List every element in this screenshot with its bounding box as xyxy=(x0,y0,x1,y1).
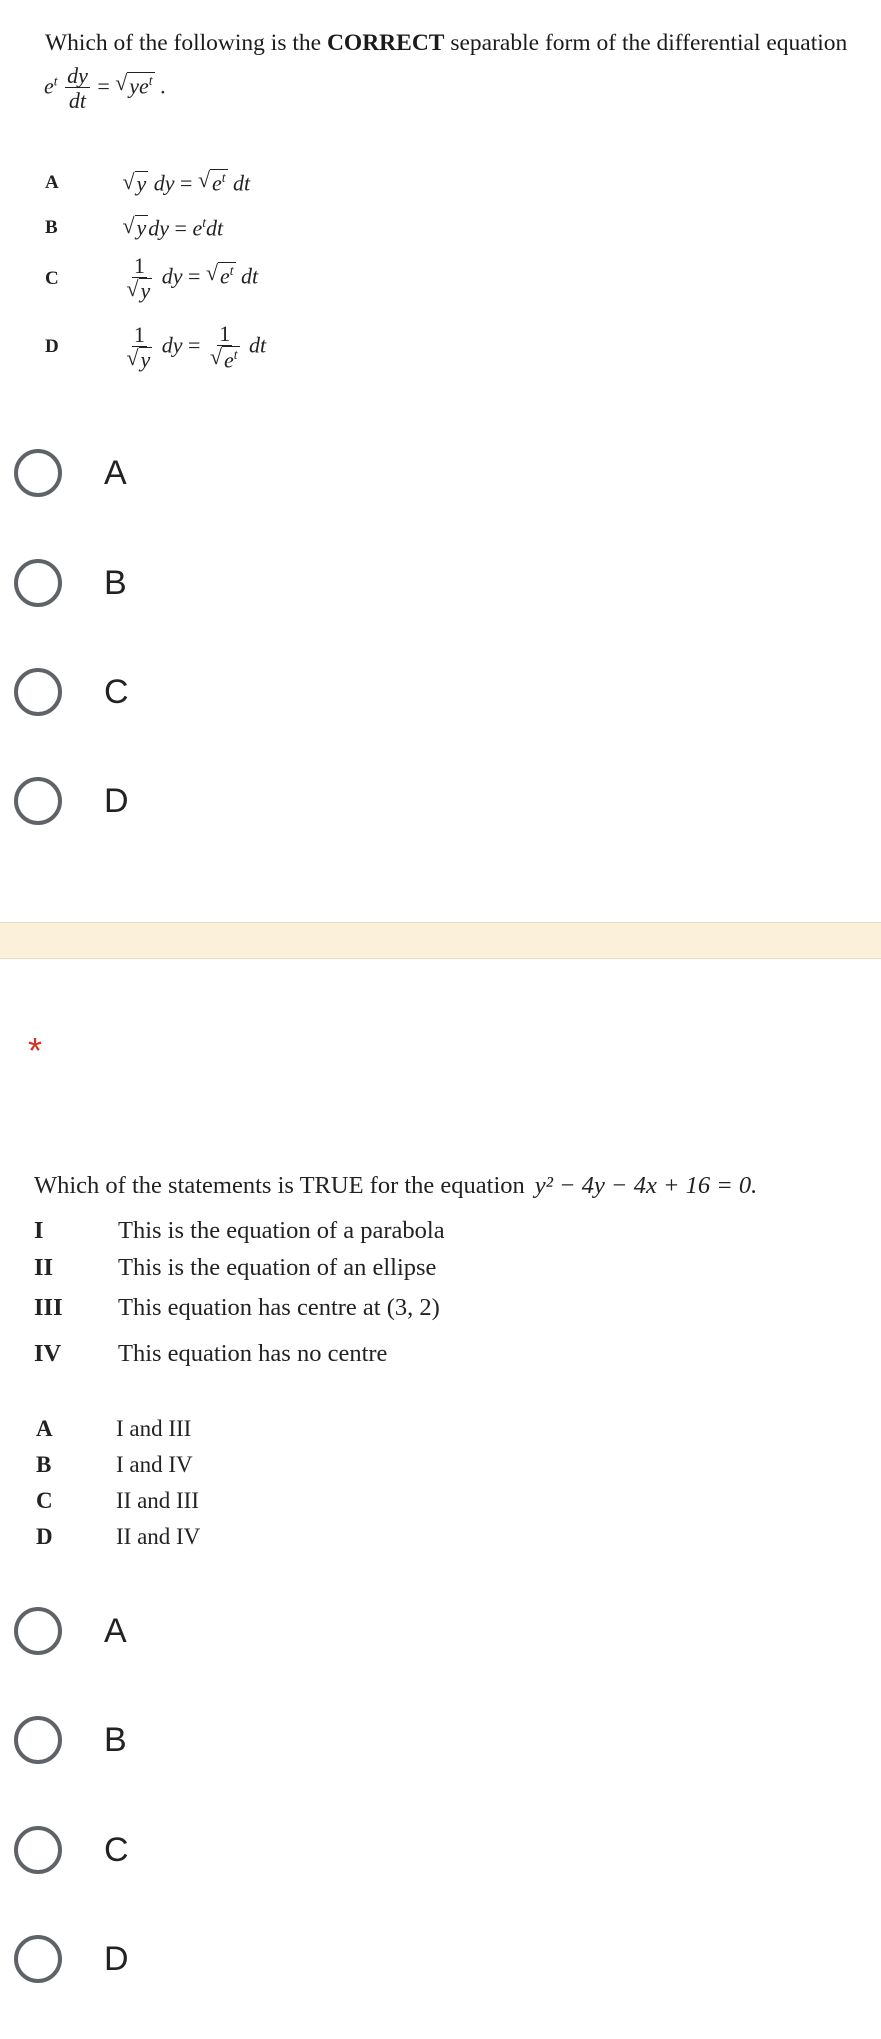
statement-text: This equation has no centre xyxy=(118,1340,388,1367)
statement-row xyxy=(34,1340,387,1368)
eq-den: dt xyxy=(68,88,86,114)
statement-number: I xyxy=(34,1217,44,1244)
answer-letter: D xyxy=(36,1524,53,1549)
differential-equation xyxy=(44,64,166,113)
choice-label: B xyxy=(104,563,127,602)
rhs-sup: t xyxy=(221,170,226,186)
eq-fraction xyxy=(65,64,90,113)
statement-text: This is the equation of a parabola xyxy=(118,1217,445,1244)
eq-rad: ye xyxy=(129,73,149,99)
q1-option-a: A √ y dy = √ $e^t$ dt xyxy=(45,167,251,196)
rhs-num: 1 xyxy=(219,321,231,346)
question-1-prompt xyxy=(45,30,847,57)
rhs-text: e xyxy=(192,215,203,241)
eq-sign: = xyxy=(182,263,206,289)
question-2-prompt xyxy=(34,1172,757,1200)
statement-number: IV xyxy=(34,1340,62,1367)
lhs-rad: y xyxy=(136,170,147,196)
answer-row xyxy=(36,1488,199,1514)
q2-radio-choice-a[interactable] xyxy=(14,1601,127,1661)
rhs-sup: t xyxy=(233,347,238,363)
rhs-rad: e xyxy=(219,263,230,289)
eq-sign: = xyxy=(97,73,110,99)
lhs-rad: y xyxy=(136,215,147,241)
answer-text: I and III xyxy=(116,1416,192,1441)
choice-label: C xyxy=(104,1830,129,1869)
q1-radio-choice-c[interactable] xyxy=(14,662,129,722)
rhs-sup: t xyxy=(229,263,234,279)
statement-row xyxy=(34,1254,436,1282)
eq-sign: = xyxy=(174,170,198,196)
choice-label: D xyxy=(104,781,129,820)
q1-option-d: D 1 √ y dy = 1 √ $e^t$ dt xyxy=(45,321,267,373)
answer-row xyxy=(36,1452,193,1478)
q1-radio-choice-a[interactable] xyxy=(14,443,127,503)
rhs-sup: t xyxy=(202,214,207,230)
lhs-tail: dy xyxy=(148,215,170,241)
radio-button[interactable] xyxy=(14,559,62,607)
radio-button[interactable] xyxy=(14,1716,62,1764)
answer-letter: C xyxy=(36,1488,53,1513)
rhs-den-rad: e xyxy=(223,347,234,373)
statement-row xyxy=(34,1294,440,1322)
prompt-text-end: separable form of the differential equation xyxy=(444,30,848,56)
q2-radio-choice-b[interactable] xyxy=(14,1710,127,1770)
radio-button[interactable] xyxy=(14,449,62,497)
eq-rad-sup: t xyxy=(148,73,153,89)
q2-radio-choice-d[interactable] xyxy=(14,1929,129,1989)
option-letter: B xyxy=(45,217,58,238)
statement-number: II xyxy=(34,1254,54,1281)
answer-letter: A xyxy=(36,1416,53,1441)
q1-option-b: B √ ydy = $e^tdt$ xyxy=(45,213,224,241)
choice-label: D xyxy=(104,1939,129,1978)
radio-button[interactable] xyxy=(14,1826,62,1874)
radio-button[interactable] xyxy=(14,668,62,716)
prompt-equation: y² − 4y − 4x + 16 = 0. xyxy=(534,1172,758,1199)
q1-radio-choice-b[interactable] xyxy=(14,553,127,613)
rhs-tail: dt xyxy=(227,170,251,196)
radio-button[interactable] xyxy=(14,1607,62,1655)
rhs-tail: dt xyxy=(206,215,224,241)
choice-label: A xyxy=(104,1611,127,1650)
prompt-bold: CORRECT xyxy=(326,30,445,56)
choice-label: C xyxy=(104,672,129,711)
rhs-rad: e xyxy=(211,170,222,196)
eq-num: dy xyxy=(67,63,88,88)
lhs-num: 1 xyxy=(133,253,145,278)
q1-radio-choice-d[interactable] xyxy=(14,771,129,831)
option-letter: C xyxy=(45,267,59,289)
option-letter: A xyxy=(45,172,59,193)
answer-text: II and IV xyxy=(116,1524,201,1549)
eq-sqrt: √ $ye^t$ xyxy=(115,70,153,99)
section-divider xyxy=(0,922,881,959)
choice-label: A xyxy=(104,453,127,492)
radio-button[interactable] xyxy=(14,777,62,825)
question-1-image xyxy=(0,0,881,400)
option-letter: D xyxy=(45,336,59,358)
rhs-tail: dt xyxy=(243,332,267,358)
rhs-tail: dt xyxy=(235,263,259,289)
eq-coef-sup: t xyxy=(53,73,58,89)
answer-text: II and III xyxy=(116,1488,200,1513)
q2-radio-choice-c[interactable] xyxy=(14,1820,129,1880)
radio-button[interactable] xyxy=(14,1935,62,1983)
eq-sign: = xyxy=(169,215,193,241)
answer-text: I and IV xyxy=(116,1452,193,1477)
statement-number: III xyxy=(34,1294,63,1321)
statement-row xyxy=(34,1217,445,1245)
required-asterisk: * xyxy=(28,1030,43,1071)
answer-row xyxy=(36,1524,200,1550)
lhs-den-rad: y xyxy=(140,346,151,372)
answer-row xyxy=(36,1416,191,1442)
lhs-num: 1 xyxy=(133,321,145,347)
lhs-tail: dy xyxy=(156,263,183,289)
statement-text: This is the equation of an ellipse xyxy=(118,1254,437,1281)
lhs-tail: dy xyxy=(148,170,175,196)
eq-coef: e xyxy=(44,73,54,99)
prompt-text: Which of the statements is TRUE for the equation xyxy=(34,1172,525,1199)
lhs-den-rad: y xyxy=(140,278,151,304)
choice-label: B xyxy=(104,1720,127,1759)
statement-text: This equation has centre at (3, 2) xyxy=(118,1294,440,1321)
eq-sign: = xyxy=(182,332,206,358)
prompt-text: Which of the following is the xyxy=(45,30,327,56)
answer-letter: B xyxy=(36,1452,52,1477)
lhs-tail: dy xyxy=(156,332,183,358)
eq-end: . xyxy=(160,73,166,99)
q1-option-c: C 1 √ y dy = √ $e^t$ dt xyxy=(45,253,259,304)
